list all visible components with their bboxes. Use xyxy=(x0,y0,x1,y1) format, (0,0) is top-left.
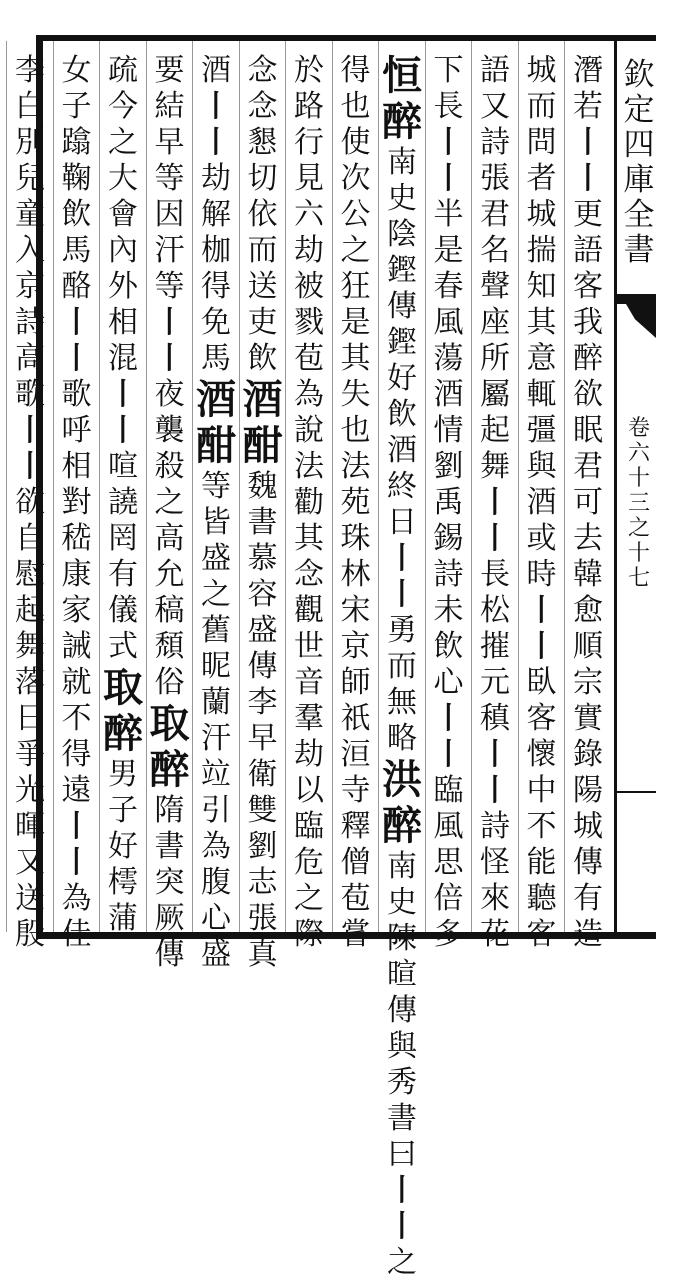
text-column: 要 結 早 等 因 汗 等 丨 丨 夜 襲 殺 之 高 允 稿 頹 俗 取 醉 隋 書 突 厥 傳 xyxy=(149,53,190,972)
text-column: 得 也 使 次 公 之 狂 是 其 失 也 法 苑 珠 林 宋 京 師 祇 洹 寺 釋 僧 苞 嘗 xyxy=(340,53,371,952)
margin-volume-number: 卷 六 十 三 之 十 七 xyxy=(627,416,650,591)
text-column: 酒 丨 丨 劫 解 枷 得 免 馬 酒 酣 等 皆 盛 之 舊 昵 蘭 汗 竝 引 為 腹 心 盛 xyxy=(196,53,236,972)
text-column: 於 路 行 見 六 劫 被 戮 苞 為 說 法 勸 其 念 觀 世 音 羣 劫 以 臨 危 之 際 xyxy=(294,53,324,952)
text-column: 恒 醉 南 史 陰 鏗 傳 鏗 好 飲 酒 終 日 丨 丨 勇 而 無 略 洪 醉 南 史 陳 暄 傳 與 秀 書 曰 丨 丨 之 xyxy=(382,52,422,1280)
margin-black-band xyxy=(617,294,656,304)
text-column xyxy=(0,56,7,926)
text-column: 城 而 問 者 城 揣 知 其 意 輒 彊 與 酒 或 時 丨 丨 臥 客 懷 中 不 能 聽 客 xyxy=(526,53,557,952)
margin-strip-border xyxy=(614,41,617,932)
text-column: 女 子 蹹 鞠 飲 馬 酪 丨 丨 歌 呼 相 對 嵇 康 家 誡 就 不 得 遠 丨 丨 為 佳 xyxy=(61,53,92,952)
text-column: 念 念 懇 切 依 而 送 吏 飲 酒 酣 魏 書 慕 容 盛 傳 李 早 衛 雙 劉 志 張 真 xyxy=(242,53,283,972)
text-column: 下 長 丨 丨 半 是 春 風 蕩 酒 情 劉 禹 錫 詩 未 飲 心 丨 丨 臨 風 思 倍 多 xyxy=(433,53,464,952)
text-column: 語 又 詩 張 君 名 聲 座 所 屬 起 舞 丨 丨 長 松 摧 元 稹 丨 丨 詩 怪 來 花 xyxy=(480,53,510,952)
text-column: 李 白 別 兒 童 入 京 詩 高 歌 丨 丨 欲 自 慰 起 舞 落 日 爭 光 暉 又 送 殷 xyxy=(15,53,45,952)
margin-rule xyxy=(617,791,656,793)
margin-book-title: 欽 定 四 庫 全 書 xyxy=(623,57,655,268)
text-column: 潛 若 丨 丨 更 語 客 我 醉 欲 眠 君 可 去 韓 愈 順 宗 實 錄 陽 城 傳 有 造 xyxy=(573,53,603,952)
fish-tail-mark xyxy=(626,304,656,338)
text-column: 疏 今 之 大 會 內 外 相 混 丨 丨 喧 譊 罔 有 儀 式 取 醉 男 子 好 樗 蒲 xyxy=(103,53,143,936)
